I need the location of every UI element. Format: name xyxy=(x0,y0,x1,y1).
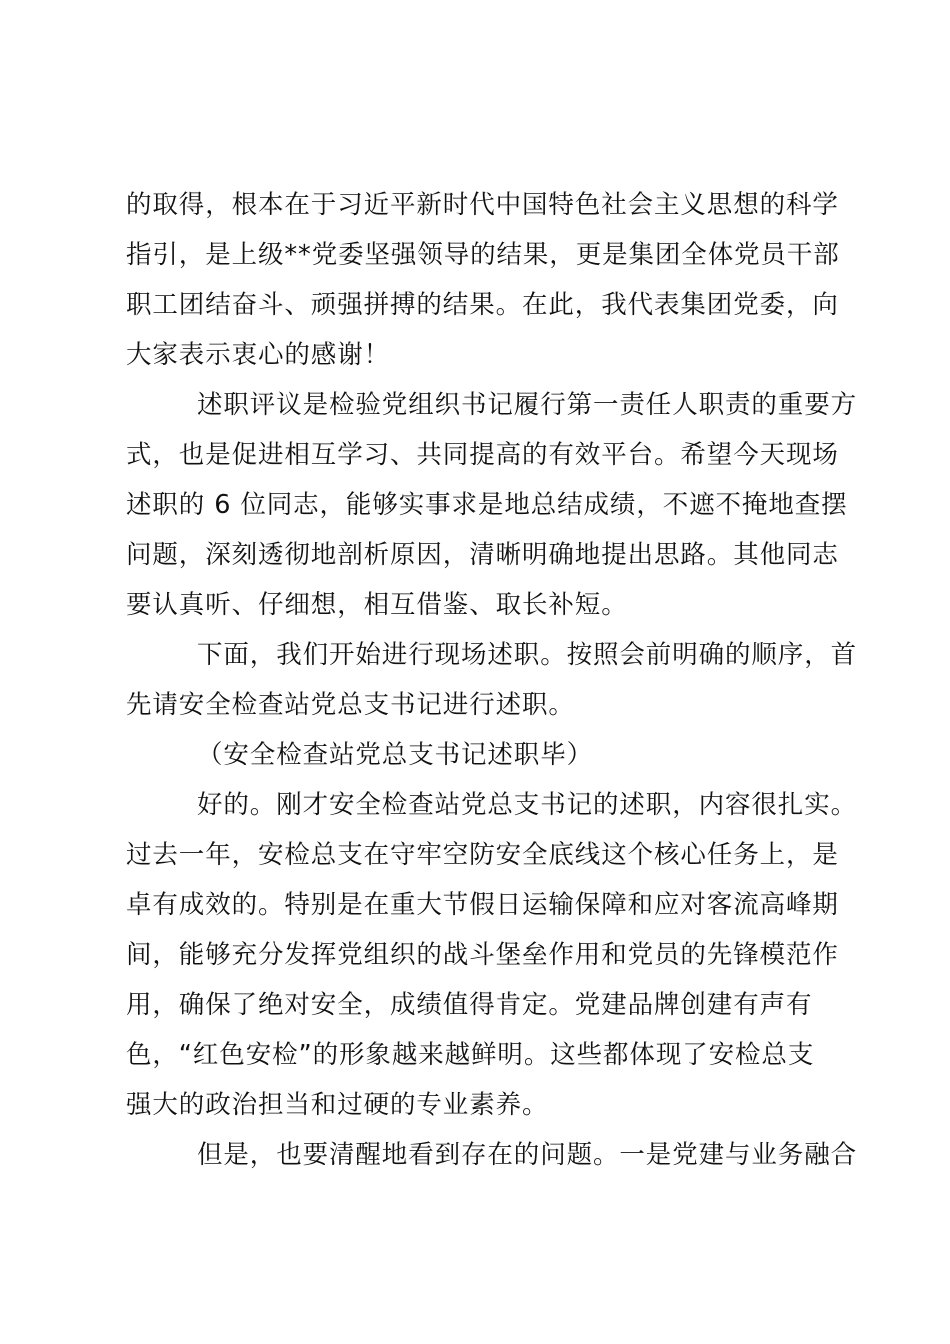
paragraph-6 xyxy=(126,1130,858,1180)
paragraph-4 xyxy=(126,730,838,780)
text-line: 的取得，根本在于习近平新时代中国特色社会主义思想的科学 xyxy=(126,190,839,220)
text-line: 式，也是促进相互学习、共同提高的有效平台。希望今天现场 xyxy=(126,440,839,470)
text-line: 间，能够充分发挥党组织的战斗堡垒作用和党员的先锋模范作 xyxy=(126,940,839,970)
text-line: 过去一年，安检总支在守牢空防安全底线这个核心任务上，是 xyxy=(126,840,839,870)
paragraph-5 xyxy=(126,780,858,1130)
text-line: （安全检查站党总支书记述职毕） xyxy=(197,740,594,770)
paragraph-1 xyxy=(126,180,838,380)
text-line: 大家表示衷心的感谢！ xyxy=(126,340,391,370)
text-line: 问题，深刻透彻地剖析原因，清晰明确地提出思路。其他同志 xyxy=(126,540,839,570)
text-line: 强大的政治担当和过硬的专业素养。 xyxy=(126,1090,549,1120)
text-line: 用，确保了绝对安全，成绩值得肯定。党建品牌创建有声有 xyxy=(126,990,813,1020)
text-line: 职工团结奋斗、顽强拼搏的结果。在此，我代表集团党委，向 xyxy=(126,290,839,320)
paragraph-3 xyxy=(126,630,858,730)
text-line: 述职的 6 位同志，能够实事求是地总结成绩，不遮不掩地查摆 xyxy=(126,490,848,520)
text-line: 先请安全检查站党总支书记进行述职。 xyxy=(126,690,575,720)
text-line: 好的。刚才安全检查站党总支书记的述职，内容很扎实。 xyxy=(197,790,858,820)
text-line: 述职评议是检验党组织书记履行第一责任人职责的重要方 xyxy=(197,390,858,420)
text-line: 要认真听、仔细想，相互借鉴、取长补短。 xyxy=(126,590,628,620)
text-line: 指引，是上级**党委坚强领导的结果，更是集团全体党员干部 xyxy=(126,240,840,270)
document-page xyxy=(126,180,858,1180)
text-line: 下面，我们开始进行现场述职。按照会前明确的顺序，首 xyxy=(197,640,858,670)
paragraph-2 xyxy=(126,380,858,630)
text-line: 卓有成效的。特别是在重大节假日运输保障和应对客流高峰期 xyxy=(126,890,839,920)
text-line: 但是，也要清醒地看到存在的问题。一是党建与业务融合 xyxy=(197,1140,858,1170)
text-line: 色，“红色安检”的形象越来越鲜明。这些都体现了安检总支 xyxy=(126,1040,815,1070)
